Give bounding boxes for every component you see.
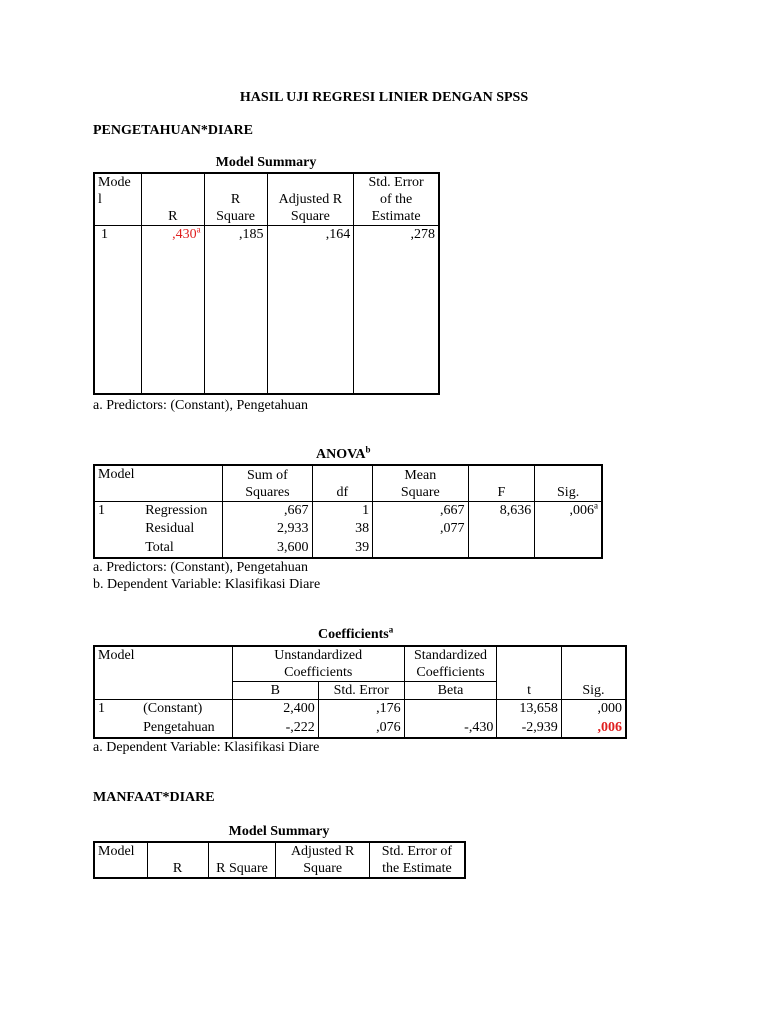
anova-col-model: Model	[94, 465, 223, 501]
anova-cell-ss: 3,600	[223, 539, 312, 558]
ms2-col-r: R	[147, 842, 208, 878]
section-heading-pengetahuan: PENGETAHUAN*DIARE	[93, 123, 253, 138]
coef-cell-se: ,076	[318, 719, 404, 738]
model-summary-2-table	[93, 841, 466, 879]
ms2-col-std-error: Std. Error of the Estimate	[381, 844, 453, 876]
model-summary-footnote: a. Predictors: (Constant), Pengetahuan	[93, 398, 309, 413]
anova-footnote-a: a. Predictors: (Constant), Pengetahuan	[93, 560, 309, 575]
coef-cell-se: ,176	[318, 700, 404, 719]
model-summary-title: Model Summary	[215, 155, 317, 170]
row-model: 1	[94, 226, 141, 394]
coefficients-title: Coefficients$^a$	[318, 624, 394, 642]
coefficients-table	[93, 645, 627, 739]
col-header-r: R	[141, 173, 204, 226]
coef-cell-b: -,222	[232, 719, 318, 738]
col-header-r-square: R Square	[204, 173, 267, 226]
anova-cell-sig: ,006$^a$	[569, 499, 598, 518]
coef-cell-sig: ,000	[597, 701, 622, 716]
anova-cell-ms: ,667	[373, 501, 468, 520]
cell-r-square: ,185	[204, 226, 267, 394]
anova-col-mean-square: Mean Square	[373, 465, 468, 501]
anova-col-sig: Sig.	[535, 465, 602, 501]
coef-cell-beta: -,430	[404, 719, 497, 738]
anova-col-sum-of-squares: Sum of Squares	[223, 465, 312, 501]
coef-col-std-error: Std. Error	[318, 682, 404, 700]
anova-cell-df: 38	[312, 520, 373, 539]
coef-cell-t: -2,939	[497, 719, 561, 738]
col-header-std-error: Std. Error of the Estimate	[354, 173, 439, 226]
section-heading-manfaat: MANFAAT*DIARE	[93, 790, 215, 805]
col-header-model: Mode l	[94, 173, 141, 226]
coef-cell-b: 2,400	[232, 700, 318, 719]
anova-model-number: 1	[98, 502, 105, 518]
coef-col-beta: Beta	[404, 682, 497, 700]
coef-col-t: t	[497, 646, 561, 700]
coef-col-sig: Sig.	[561, 646, 626, 700]
ms2-col-adjusted-r-square: Adjusted R Square	[276, 842, 369, 878]
document-title: HASIL UJI REGRESI LINIER DENGAN SPSS	[239, 90, 529, 105]
coef-col-b: B	[232, 682, 318, 700]
anova-cell-ss: 2,933	[223, 520, 312, 539]
coef-col-standardized: Standardized Coefficients	[404, 646, 497, 682]
anova-cell-df: 1	[312, 501, 373, 520]
ms2-col-r-square: R Square	[208, 842, 276, 878]
anova-table	[93, 464, 603, 559]
coef-cell-t: 13,658	[497, 700, 561, 719]
r-value: ,430	[172, 227, 197, 242]
anova-col-df: df	[312, 465, 373, 501]
anova-cell-ss: ,667	[223, 501, 312, 520]
anova-row-label: Total	[142, 539, 223, 558]
anova-cell-df: 39	[312, 539, 373, 558]
coef-cell-beta	[404, 700, 497, 719]
cell-adjusted-r-square: ,164	[267, 226, 354, 394]
ms2-col-model: Model	[94, 842, 147, 878]
model-summary-2-title: Model Summary	[228, 824, 330, 839]
coef-col-model: Model	[94, 646, 232, 700]
model-summary-table	[93, 172, 440, 395]
coef-row-label: (Constant)	[140, 700, 232, 719]
anova-cell-f: 8,636	[468, 501, 535, 520]
anova-title: ANOVA$^b$	[316, 444, 371, 462]
coef-cell-sig-highlighted: ,006	[597, 719, 622, 735]
coef-row-label: Pengetahuan	[140, 719, 232, 738]
anova-row-label: Regression	[142, 501, 223, 520]
coef-col-unstandardized: Unstandardized Coefficients	[232, 646, 404, 682]
coef-model-number: 1	[98, 701, 105, 716]
r-footnote-marker: a	[196, 224, 201, 235]
anova-col-f: F	[468, 465, 535, 501]
anova-cell-ms: ,077	[373, 520, 468, 539]
coefficients-footnote: a. Dependent Variable: Klasifikasi Diare	[93, 740, 320, 755]
cell-std-error: ,278	[410, 227, 435, 242]
anova-footnote-b: b. Dependent Variable: Klasifikasi Diare	[93, 577, 321, 592]
col-header-adjusted-r-square: Adjusted R Square	[267, 173, 354, 226]
cell-r	[141, 226, 204, 394]
anova-row-label: Residual	[142, 520, 223, 539]
